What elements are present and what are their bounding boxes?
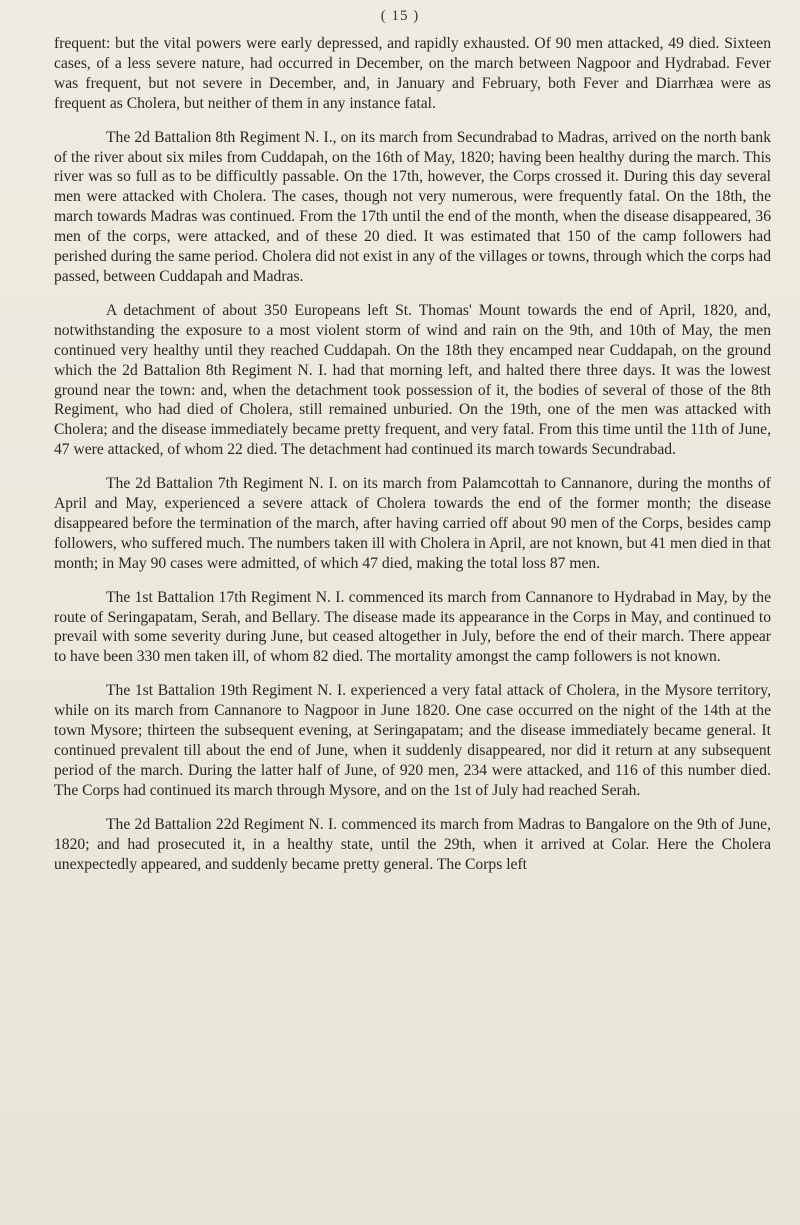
paragraph-2d-battalion-7th-regiment: The 2d Battalion 7th Regiment N. I. on its march from Palamcottah to Cannanore, during the months of April and May, experienced a severe attack of Cholera towards the end of the former month; the disease disappeared before the termination of the march, after having carried off about 90 men of the Corps, besides camp followers, who suffered much. The numbers taken ill with Cholera in April, are not known, but 41 men died in that month; in May 90 cases were admitted, of which 47 died, making the total loss 87 men. [54, 475, 771, 572]
paragraph-2d-battalion-8th-regiment: The 2d Battalion 8th Regiment N. I., on its march from Secundrabad to Madras, arrived on the north bank of the river about six miles from Cuddapah, on the 16th of May, 1820; having been healthy during the march. This river was so full as to be difficultly passable. On the 17th, however, the Corps crossed it. During this day several men were attacked with Cholera. The cases, though not very numerous, were frequently fatal. On the 18th, the march towards Madras was continued. From the 17th until the end of the month, when the disease disappeared, 36 men of the corps, were attacked, and of these 20 died. It was estimated that 150 of the camp followers had perished during the same period. Cholera did not exist in any of the villages or towns, through which the corps had passed, between Cuddapah and Madras. [54, 128, 771, 285]
page-number: ( 15 ) [380, 8, 420, 24]
paragraph-1st-battalion-17th-regiment: The 1st Battalion 17th Regiment N. I. commenced its march from Cannanore to Hydrabad in May, by the route of Seringapatam, Serah, and Bellary. The disease made its appearance in the Corps in May, and continued to prevail with some severity during June, but ceased altogether in July, before the end of their march. There appear to have been 330 men taken ill, of whom 82 died. The mortality amongst the camp followers is not known. [54, 588, 771, 666]
paragraph-european-detachment: A detachment of about 350 Europeans left St. Thomas' Mount towards the end of April, 1820, and, notwithstanding the exposure to a most violent storm of wind and rain on the 9th, and 10th of May, the men continued very healthy until they reached Cuddapah. On the 18th they encamped near Cuddapah, on the ground which the 2d Battalion 8th Regiment N. I. had that morning left, and halted there three days. It was the lowest ground near the town: and, when the detachment took possession of it, the bodies of several of those of the 8th Regiment, who had died of Cholera, still remained unburied. On the 19th, one of the men was attacked with Cholera; and the disease immediately became pretty frequent, and very fatal. From this time until the 11th of June, 47 were attacked, of whom 22 died. The detachment had continued its march towards Secundrabad. [54, 301, 771, 459]
body-text [54, 34, 771, 874]
paragraph-2d-battalion-22d-regiment: The 2d Battalion 22d Regiment N. I. commenced its march from Madras to Bangalore on the 9th of June, 1820; and had prosecuted it, in a healthy state, until the 29th, when it arrived at Colar. Here the Cholera unexpectedly appeared, and suddenly became pretty general. The Corps left [54, 815, 771, 873]
paragraph-continuation: frequent: but the vital powers were early depressed, and rapidly exhausted. Of 90 men attacked, 49 died. Sixteen cases, of a less severe nature, had occurred in December, on the march between Nagpoor and Hydrabad. Fever was frequent, but not severe in December, and, in January and February, both Fever and Diarrhæa were as frequent as Cholera, but neither of them in any instance fatal. [54, 35, 771, 112]
paragraph-1st-battalion-19th-regiment: The 1st Battalion 19th Regiment N. I. experienced a very fatal attack of Cholera, in the Mysore territory, while on its march from Cannanore to Nagpoor in June 1820. One case occurred on the night of the 14th at the town Mysore; thirteen the subsequent evening, at Seringapatam; and the disease immediately became general. It continued prevalent till about the end of June, when it suddenly disappeared, nor did it return at any subsequent period of the march. During the latter half of June, of 920 men, 234 were attacked, and 116 of this number died. The Corps had continued its march through Mysore, and on the 1st of July had reached Serah. [54, 682, 771, 799]
